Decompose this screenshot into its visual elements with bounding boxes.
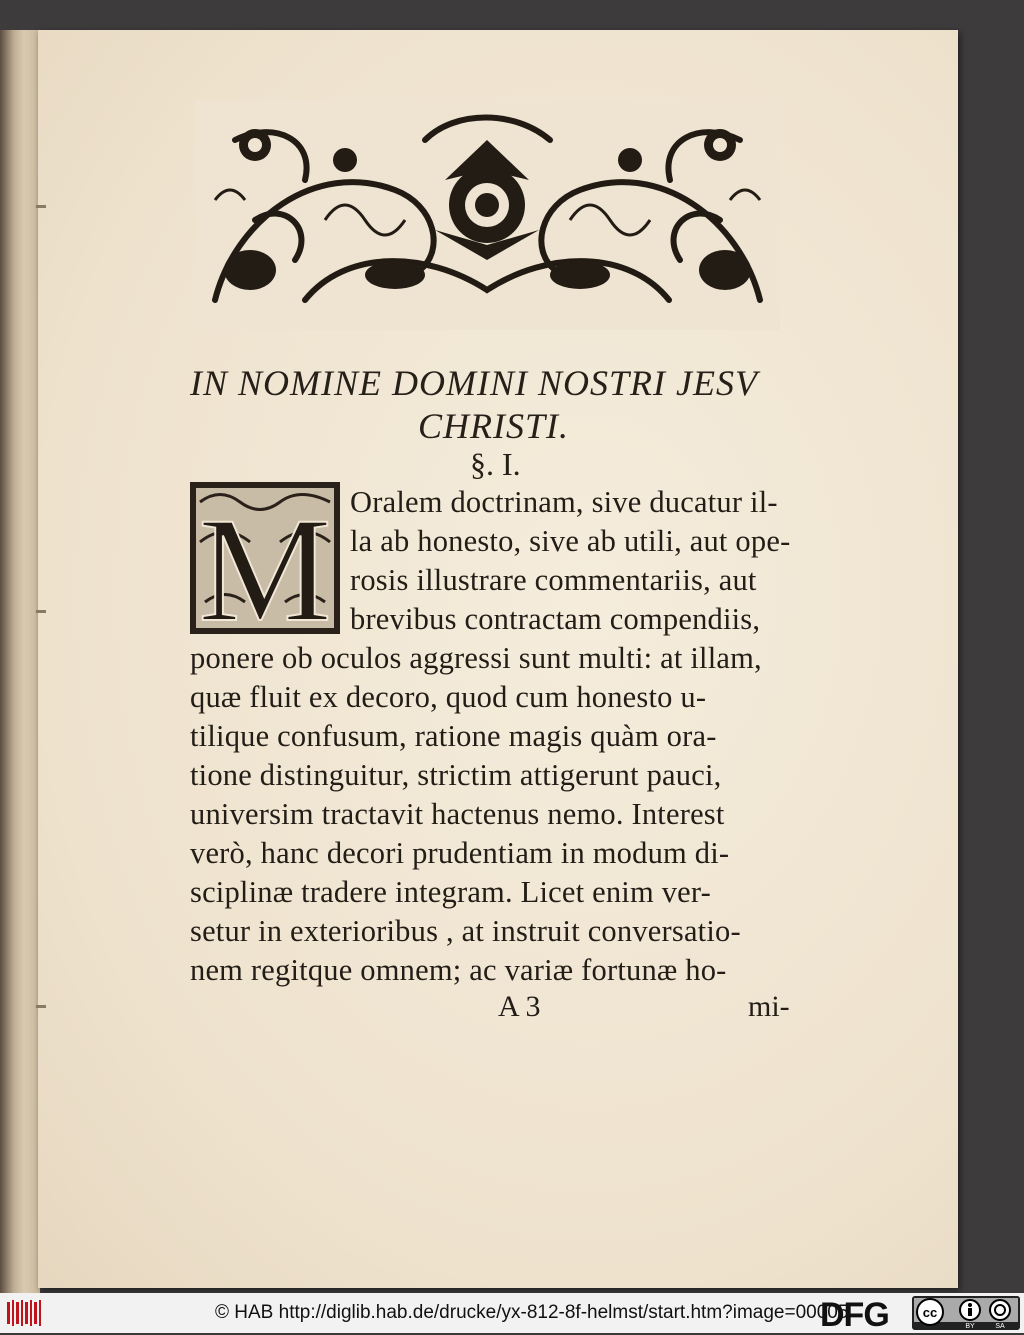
creative-commons-icon[interactable] [912, 1296, 1020, 1330]
section-mark: §. I. [470, 446, 521, 482]
binding-stitch [36, 205, 46, 208]
body-line: ponere ob oculos aggressi sunt multi: at illam, [190, 641, 762, 675]
license-by: BY [965, 1323, 975, 1330]
initial-letter: M [198, 487, 332, 634]
heading-line-2: CHRISTI. [418, 406, 569, 446]
body-line: sciplinæ tradere integram. Licet enim ver- [190, 875, 712, 909]
body-line: la ab honesto, sive ab utili, aut ope- [350, 524, 791, 558]
dfg-logo: DFG [820, 1296, 889, 1334]
body-line: rosis illustrare commentariis, aut [350, 563, 757, 597]
floral-ornament-icon [195, 100, 780, 330]
catchword: mi- [748, 990, 790, 1023]
heading-line-1: IN NOMINE DOMINI NOSTRI JESV [190, 363, 758, 403]
body-line: brevibus contractam compendiis, [350, 602, 761, 636]
body-line: verò, hanc decori prudentiam in modum di- [190, 836, 730, 870]
copyright-credit-link[interactable]: © HAB http://diglib.hab.de/drucke/yx-812-8f-helmst/start.htm?image=00005 [215, 1302, 849, 1323]
barcode-bars-icon[interactable] [6, 1298, 42, 1328]
body-line: tione distinguitur, strictim attigerunt pauci, [190, 758, 722, 792]
body-line: Oralem doctrinam, sive ducatur il- [350, 485, 778, 519]
decorated-initial-icon [190, 482, 340, 634]
body-line: nem regitque omnem; ac variæ fortunæ ho- [190, 953, 727, 987]
signature-mark: A 3 [498, 990, 541, 1023]
body-line: setur in exterioribus , at instruit conversatio- [190, 914, 741, 948]
binding-stitch [36, 610, 46, 613]
body-line: universim tractavit hactenus nemo. Interest [190, 797, 725, 831]
binding-stitch [36, 1005, 46, 1008]
body-line: quæ fluit ex decoro, quod cum honesto u- [190, 680, 707, 714]
license-sa: SA [995, 1323, 1005, 1330]
book-spine [0, 30, 40, 1300]
body-line: tilique confusum, ratione magis quàm ora- [190, 719, 717, 753]
svg-text:cc: cc [922, 1305, 938, 1320]
